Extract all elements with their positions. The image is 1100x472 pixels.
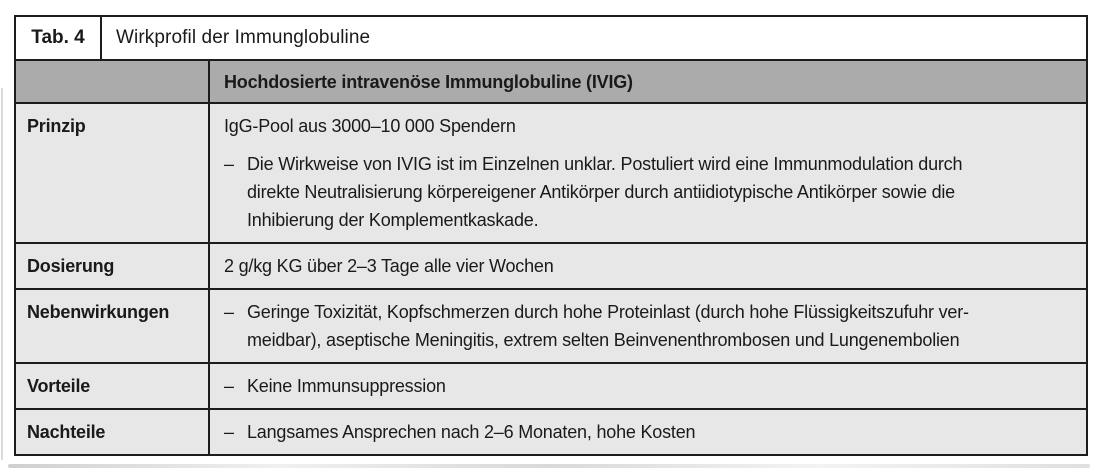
table-row-prinzip — [16, 102, 1086, 242]
dosierung-text: 2 g/kg KG über 2–3 Tage alle vier Wochen — [224, 256, 554, 276]
bullet-dash: – — [224, 302, 234, 322]
bullet-dash: – — [224, 422, 234, 442]
table-row-dosierung — [16, 242, 1086, 288]
table-caption-row — [16, 17, 1086, 59]
row-label-dosierung: Dosierung — [16, 244, 210, 288]
column-header-empty-cell — [16, 61, 210, 102]
bullet-dash: – — [224, 376, 234, 396]
bullet-item — [224, 418, 1072, 446]
bullet-line: direkte Neutralisierung körpereigener Antikörper durch antiidiotypische Antikörper sowie die — [247, 182, 955, 202]
column-header-cell — [210, 61, 1086, 102]
column-header-row — [16, 59, 1086, 102]
bullet-text — [247, 298, 1072, 354]
row-content-prinzip — [210, 104, 1086, 242]
table-number-label: Tab. 4 — [31, 27, 85, 48]
row-content-dosierung — [210, 244, 1086, 288]
table-row-nebenwirkungen — [16, 288, 1086, 362]
bullet-line: Keine Immunsuppression — [247, 376, 446, 396]
bullet-line: meidbar), aseptische Meningitis, extrem selten Beinvenenthrombosen und Lungenembolien — [247, 330, 960, 350]
bullet-line: Langsames Ansprechen nach 2–6 Monaten, hohe Kosten — [247, 422, 696, 442]
row-content-nachteile — [210, 410, 1086, 454]
bullet-line: Inhibierung der Komplementkaskade. — [247, 210, 539, 230]
prinzip-intro-text: IgG-Pool aus 3000–10 000 Spendern — [224, 116, 516, 136]
column-header-label: Hochdosierte intravenöse Immunglobuline (IVIG) — [224, 71, 633, 92]
table-number-cell — [16, 17, 102, 59]
bullet-line: Die Wirkweise von IVIG ist im Einzelnen unklar. Postuliert wird eine Immunmodulation durch — [247, 154, 963, 174]
table-row-nachteile — [16, 408, 1086, 454]
table-title: Wirkprofil der Immunglobuline — [116, 27, 371, 48]
row-content-vorteile — [210, 364, 1086, 408]
bullet-line: Geringe Toxizität, Kopfschmerzen durch hohe Proteinlast (durch hohe Flüssigkeitszufuhr ver- — [247, 302, 969, 322]
row-label-nebenwirkungen: Nebenwirkungen — [16, 290, 210, 362]
bullet-dash: – — [224, 154, 234, 174]
scan-artifact-left-edge — [1, 88, 3, 460]
table-row-vorteile — [16, 362, 1086, 408]
bullet-item — [224, 298, 1072, 354]
bullet-item — [224, 372, 1072, 400]
bullet-text — [247, 150, 1072, 234]
bullet-item — [224, 150, 1072, 234]
bullet-text — [247, 418, 1072, 446]
row-content-nebenwirkungen — [210, 290, 1086, 362]
row-label-nachteile: Nachteile — [16, 410, 210, 454]
bullet-text — [247, 372, 1072, 400]
immunoglobulin-table — [14, 15, 1088, 456]
table-title-cell — [102, 17, 1086, 59]
scan-artifact-bottom-edge — [8, 464, 1090, 468]
row-label-vorteile: Vorteile — [16, 364, 210, 408]
row-label-prinzip: Prinzip — [16, 104, 210, 242]
